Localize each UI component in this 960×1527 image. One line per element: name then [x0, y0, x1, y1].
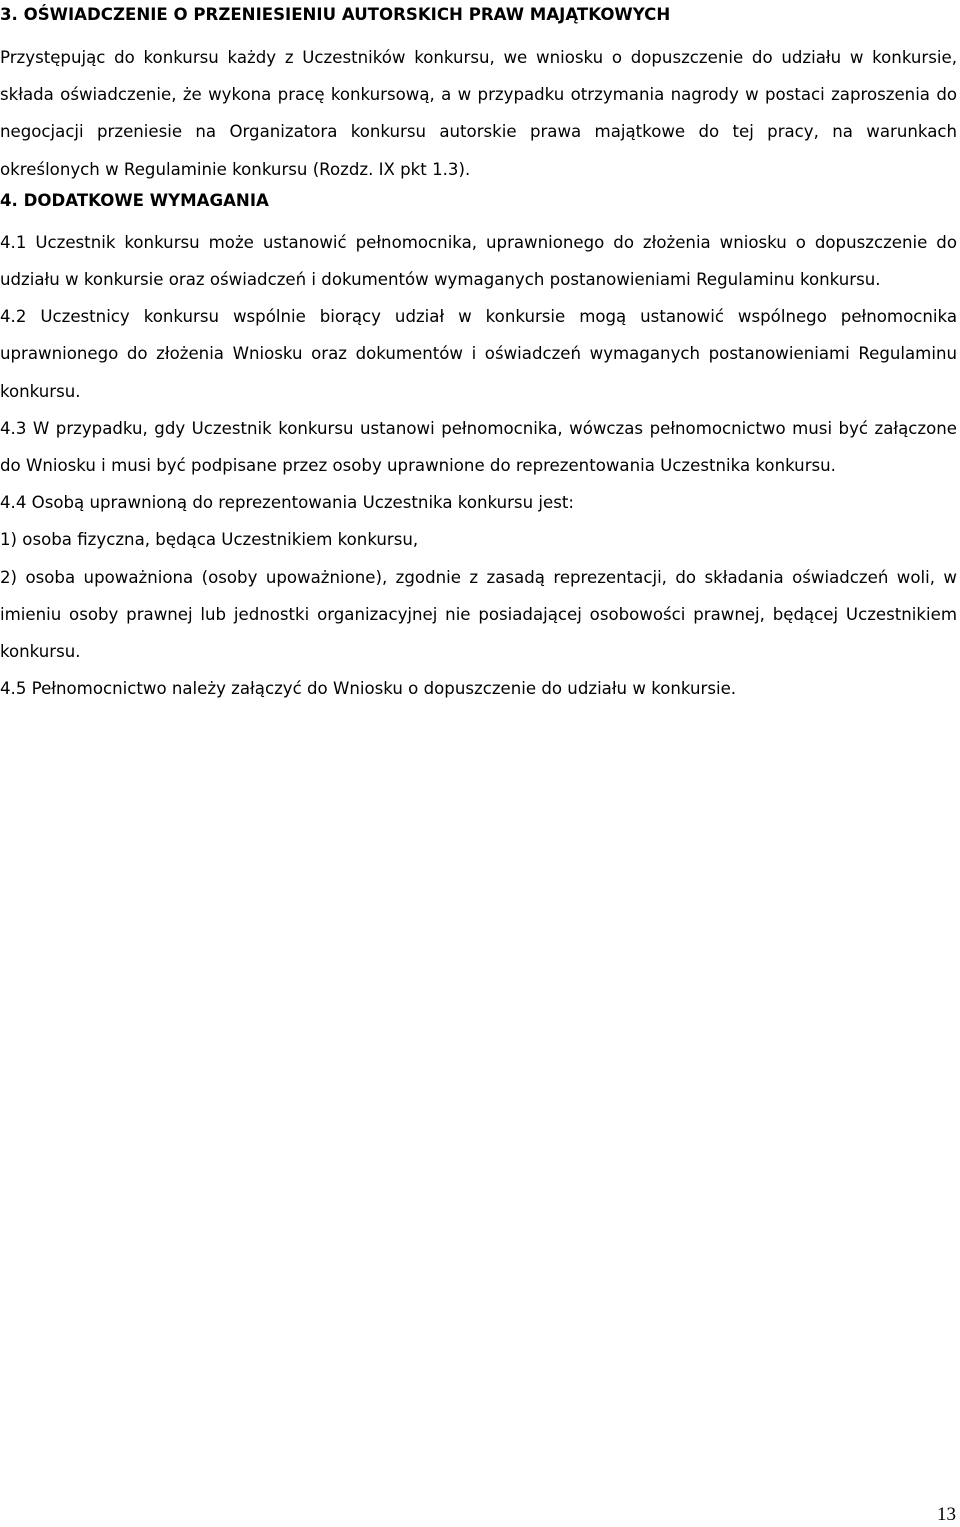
list-item-2: 2) osoba upoważniona (osoby upoważnione), zgodnie z zasadą reprezentacji, do składania oświadczeń woli, w imieniu osoby prawnej lub jednostki organizacyjnej nie posiadającej osobowości prawnej, będącej Uczestnikiem konkursu. [0, 567, 957, 662]
section-3-paragraph: Przystępując do konkursu każdy z Uczestników konkursu, we wniosku o dopuszczenie do udziału w konkursie, składa oświadczenie, że wykona pracę konkursową, a w przypadku otrzymania nagrody w postaci zaproszenia do negocjacji przeniesie na Organizatora konkursu autorskie prawa majątkowe do tej pracy, na warunkach określonych w Regulaminie konkursu (Rozdz. IX pkt 1.3). [0, 48, 957, 179]
paragraph-4-4: 4.4 Osobą uprawnioną do reprezentowania Uczestnika konkursu jest: [0, 493, 574, 513]
document-content [0, 2, 957, 707]
list-item-1: 1) osoba fizyczna, będąca Uczestnikiem konkursu, [0, 530, 419, 550]
paragraph-4-5: 4.5 Pełnomocnictwo należy załączyć do Wniosku o dopuszczenie do udziału w konkursie. [0, 679, 737, 699]
paragraph-4-1: 4.1 Uczestnik konkursu może ustanowić pełnomocnika, uprawnionego do złożenia wniosku o dopuszczenie do udziału w konkursie oraz oświadczeń i dokumentów wymaganych postanowieniami Regulaminu konkursu. [0, 232, 957, 290]
page-number: 13 [937, 1504, 956, 1525]
section-4-heading: 4. DODATKOWE WYMAGANIA [0, 190, 269, 210]
paragraph-4-2: 4.2 Uczestnicy konkursu wspólnie biorący udział w konkursie mogą ustanowić wspólnego pełnomocnika uprawnionego do złożenia Wniosku oraz dokumentów i oświadczeń wymaganych postanowieniami Regulaminu konkursu. [0, 307, 957, 401]
section-3-heading: 3. OŚWIADCZENIE O PRZENIESIENIU AUTORSKICH PRAW MAJĄTKOWYCH [0, 5, 671, 24]
paragraph-4-3: 4.3 W przypadku, gdy Uczestnik konkursu ustanowi pełnomocnika, wówczas pełnomocnictwo musi być załączone do Wniosku i musi być podpisane przez osoby uprawnione do reprezentowania Uczestnika konkursu. [0, 418, 957, 476]
